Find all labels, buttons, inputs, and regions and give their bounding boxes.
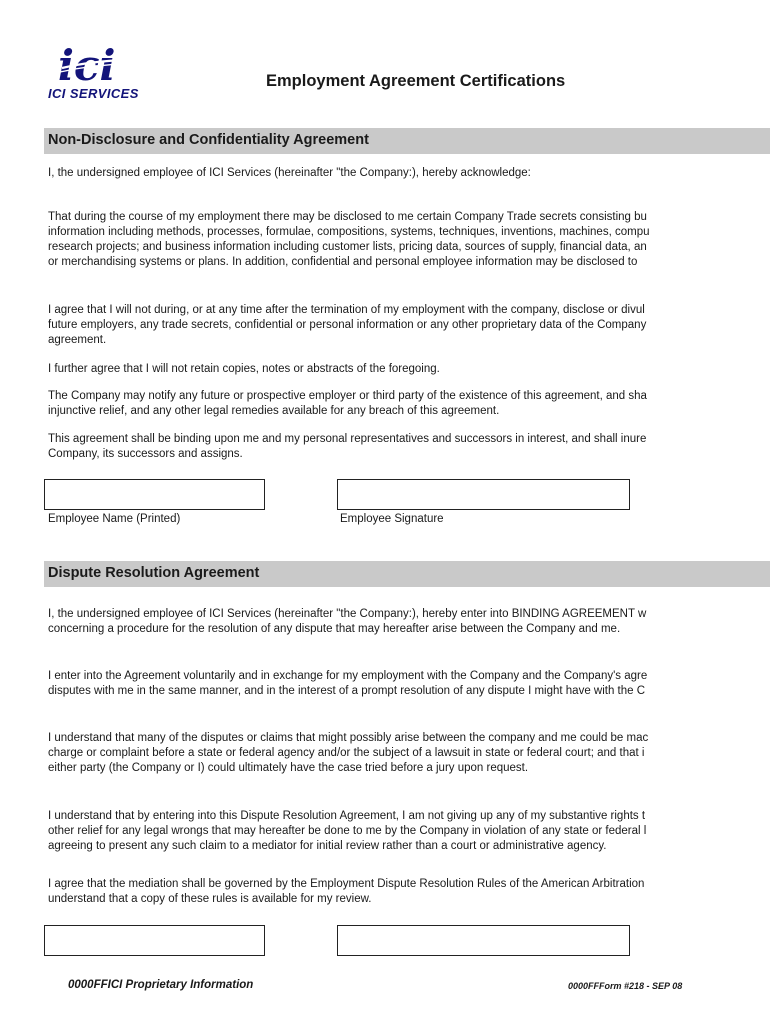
page-title: Employment Agreement Certifications	[266, 72, 566, 90]
dra-paragraph-5: I agree that the mediation shall be governed by the Employment Dispute Resolution Rules of the American Arbitration understand that a copy of these rules is available for my review.	[48, 878, 645, 905]
dra-paragraph-1: I, the undersigned employee of ICI Services (hereinafter "the Company:), hereby enter into BINDING AGREEMENT w concerning a procedure for the resolution of any dispute that may hereafter arise between the Company and me.	[48, 608, 647, 635]
footer-form-number: 0000FFForm #218 - SEP 08	[568, 981, 683, 991]
dra-paragraph-2: I enter into the Agreement voluntarily and in exchange for my employment with the Company and the Company's agre disputes with me in the same manner, and in the interest of a prompt resolution of any dispute I might have with the C	[48, 670, 648, 697]
nda-paragraph-6: This agreement shall be binding upon me and my personal representatives and successors in interest, and shall inure Company, its successors and assigns.	[48, 433, 647, 460]
employee-signature-label: Employee Signature	[340, 513, 444, 525]
ici-logo-mark	[56, 46, 180, 88]
dra-signature-field[interactable]	[337, 925, 630, 956]
nda-paragraph-2: That during the course of my employment there may be disclosed to me certain Company Trade secrets consisting bu information including methods, processes, formulae, compositions, systems, techniques, inventions, machines, compu research projects; and business information including customer lists, pricing data, sources of supply, financial data, an or merchandising systems or plans. In addition, confidential and personal employee information may be disclosed to	[48, 211, 650, 268]
logo-subtitle: ICI SERVICES	[48, 86, 139, 101]
nda-paragraph-5: The Company may notify any future or prospective employer or third party of the existence of this agreement, and sha injunctive relief, and any other legal remedies available for any breach of this agreement.	[48, 390, 647, 417]
dra-paragraph-3: I understand that many of the disputes or claims that might possibly arise between the company and me could be mac charge or complaint before a state or federal agency and/or the subject of a lawsuit in state or federal court; and that i either party (the Company or I) could ultimately have the case tried before a jury upon request.	[48, 732, 649, 774]
dra-section-heading: Dispute Resolution Agreement	[44, 561, 770, 587]
employee-name-field[interactable]	[44, 479, 265, 510]
employee-name-label: Employee Name (Printed)	[48, 513, 181, 525]
nda-paragraph-3: I agree that I will not during, or at any time after the termination of my employment with the company, disclose or divul future employers, any trade secrets, confidential or personal information or any other proprietary data of the Company agreement.	[48, 304, 647, 346]
company-logo	[48, 46, 188, 104]
employee-signature-field[interactable]	[337, 479, 630, 510]
nda-paragraph-4: I further agree that I will not retain copies, notes or abstracts of the foregoing.	[48, 363, 440, 375]
dra-name-field[interactable]	[44, 925, 265, 956]
nda-section-heading: Non-Disclosure and Confidentiality Agreement	[44, 128, 770, 154]
dra-paragraph-4: I understand that by entering into this Dispute Resolution Agreement, I am not giving up any of my substantive rights t other relief for any legal wrongs that may hereafter be done to me by the Company in violation of any state or federal l agreeing to present any such claim to a mediator for initial review rather than a court or administrative agency.	[48, 810, 647, 852]
logo-wordmark: ici	[58, 46, 116, 88]
footer-proprietary-notice: 0000FFICI Proprietary Information	[68, 979, 254, 991]
nda-paragraph-1: I, the undersigned employee of ICI Services (hereinafter "the Company:), hereby acknowledge:	[48, 167, 531, 179]
